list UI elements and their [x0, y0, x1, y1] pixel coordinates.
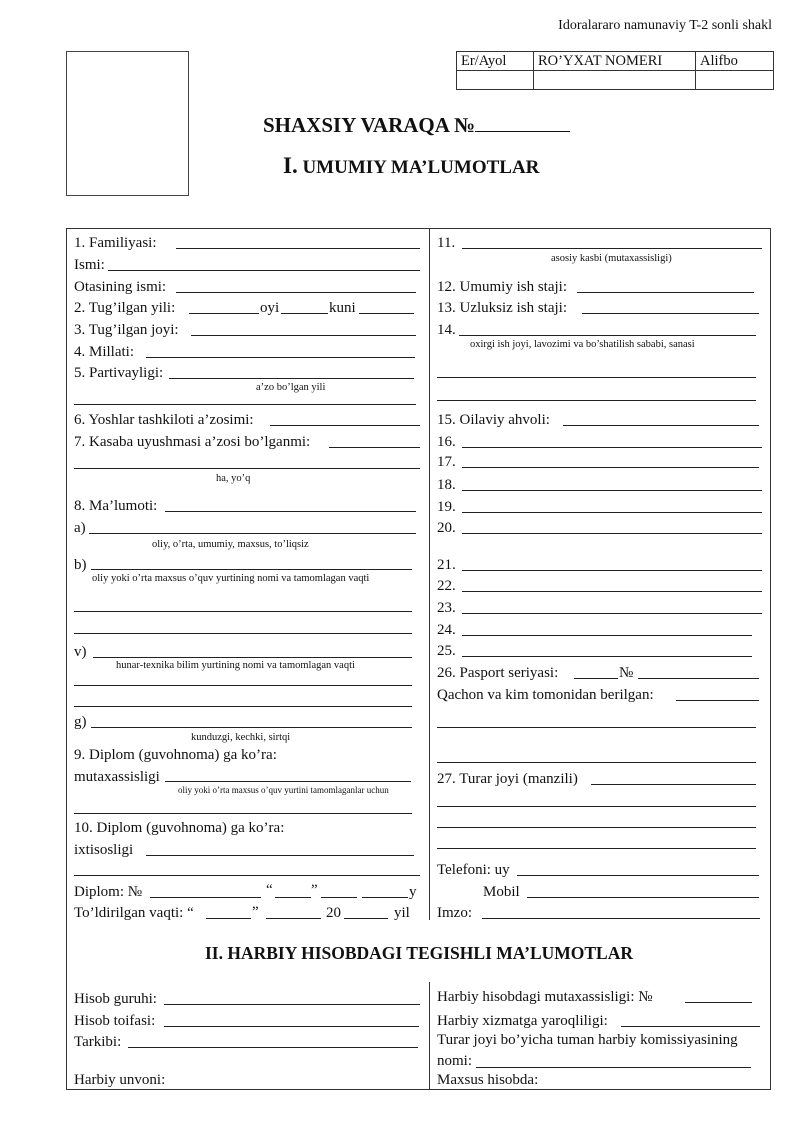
diploma-year-suffix: y	[409, 884, 417, 900]
registration-table	[456, 51, 774, 90]
item-19-label: 19.	[437, 499, 456, 515]
alphabet-header: Alifbo	[696, 52, 774, 71]
section2-title: II. HARBIY HISOBDAGI TEGISHLI MA’LUMOTLAR	[204, 943, 633, 963]
passport-number-label: №	[619, 665, 634, 681]
education-v-line-2[interactable]	[74, 685, 412, 686]
registration-number-header: RO’YXAT NOMERI	[534, 52, 696, 71]
item-11-line[interactable]	[462, 248, 762, 249]
party-line[interactable]	[169, 378, 414, 379]
speciality-label: mutaxassisligi	[74, 769, 160, 785]
diploma-number-label: Diplom: №	[74, 884, 143, 900]
item-11-caption: asosiy kasbi (mutaxassisligi)	[551, 253, 672, 264]
diploma-10-label: 10. Diplom (guvohnoma) ga ko’ra:	[74, 820, 285, 836]
address-line[interactable]	[591, 784, 756, 785]
gender-header: Er/Ayol	[457, 52, 534, 71]
composition-line[interactable]	[128, 1047, 418, 1048]
nationality-label: 4. Millati:	[74, 344, 134, 360]
union-line-2[interactable]	[74, 468, 420, 469]
item-17-line[interactable]	[462, 467, 759, 468]
passport-issued-line[interactable]	[676, 700, 759, 701]
education-v-label: v)	[74, 644, 87, 660]
item-22-label: 22.	[437, 578, 456, 594]
youth-org-line[interactable]	[270, 425, 420, 426]
patronymic-label: Otasining ismi:	[74, 279, 167, 295]
commission-label: Turar joyi bo’yicha tuman harbiy komissiyasining	[437, 1032, 738, 1048]
qualification-label: ixtisosligi	[74, 842, 134, 858]
composition-label: Tarkibi:	[74, 1034, 122, 1050]
photo-placeholder	[66, 51, 189, 196]
item-16-line[interactable]	[462, 447, 762, 448]
diploma-9-label: 9. Diplom (guvohnoma) ga ko’ra:	[74, 747, 277, 763]
education-v-line-3[interactable]	[74, 706, 412, 707]
marital-status-line[interactable]	[563, 425, 759, 426]
diploma-year-line[interactable]	[362, 897, 408, 898]
education-b-line-2[interactable]	[74, 611, 412, 612]
section1-title: I. UMUMIY MA’LUMOTLAR	[283, 153, 540, 178]
passport-number-line[interactable]	[638, 678, 759, 679]
alphabet-cell[interactable]	[696, 71, 774, 90]
filled-year-line[interactable]	[344, 918, 388, 919]
column-divider	[429, 228, 430, 920]
diploma-month-line[interactable]	[321, 897, 357, 898]
education-label: 8. Ma’lumoti:	[74, 498, 158, 514]
item-22-line[interactable]	[462, 591, 762, 592]
item-14-line[interactable]	[459, 335, 756, 336]
item-11-label: 11.	[437, 235, 456, 251]
title-number-blank[interactable]	[475, 111, 570, 132]
filled-day-line[interactable]	[206, 918, 251, 919]
qualification-line[interactable]	[146, 855, 414, 856]
mobile-phone-line[interactable]	[527, 897, 759, 898]
item-20-line[interactable]	[462, 533, 762, 534]
youth-org-label: 6. Yoshlar tashkiloti a’zosimi:	[74, 412, 254, 428]
item-14-line-3[interactable]	[437, 400, 756, 401]
education-a-caption: oliy, o’rta, umumiy, maxsus, to’liqsiz	[152, 539, 309, 550]
item-24-label: 24.	[437, 622, 456, 638]
column-divider-military	[429, 982, 430, 1090]
item-19-line[interactable]	[462, 512, 762, 513]
continuous-experience-label: 13. Uzluksiz ish staji:	[437, 300, 567, 316]
union-label: 7. Kasaba uyushmasi a’zosi bo’lganmi:	[74, 434, 311, 450]
filled-year-suffix: yil	[394, 905, 410, 921]
address-line-4[interactable]	[437, 848, 756, 849]
nationality-line[interactable]	[146, 357, 415, 358]
mobile-phone-label: Mobil	[483, 884, 520, 900]
total-experience-label: 12. Umumiy ish staji:	[437, 279, 568, 295]
party-caption: a’zo bo’lgan yili	[256, 382, 326, 393]
item-20-label: 20.	[437, 520, 456, 536]
diploma-number-line[interactable]	[150, 897, 261, 898]
item-23-label: 23.	[437, 600, 456, 616]
gender-cell[interactable]	[457, 71, 534, 90]
party-label: 5. Partivayligi:	[74, 365, 164, 381]
education-b-label: b)	[74, 557, 87, 573]
diploma-date-close-quote: ”	[311, 882, 318, 898]
birth-year-line[interactable]	[189, 313, 259, 314]
education-v-line[interactable]	[93, 657, 412, 658]
education-b-line[interactable]	[91, 569, 412, 570]
passport-issued-line-2[interactable]	[437, 727, 756, 728]
union-line[interactable]	[329, 447, 420, 448]
diploma-date-open-quote: “	[266, 882, 273, 898]
passport-issued-label: Qachon va kim tomonidan berilgan:	[437, 687, 654, 703]
home-phone-line[interactable]	[517, 875, 759, 876]
party-line-2[interactable]	[74, 404, 416, 405]
passport-series-line[interactable]	[574, 678, 618, 679]
item-25-line[interactable]	[462, 656, 752, 657]
item-21-line[interactable]	[462, 570, 762, 571]
education-a-label: a)	[74, 520, 86, 536]
item-23-line[interactable]	[462, 613, 762, 614]
military-speciality-line[interactable]	[685, 1002, 752, 1003]
filled-date-label: To’ldirilgan vaqti: “	[74, 905, 194, 921]
item-14-label: 14.	[437, 322, 456, 338]
education-g-line[interactable]	[91, 727, 412, 728]
name-label: Ismi:	[74, 257, 105, 273]
birth-month-label: oyi	[260, 300, 280, 316]
filled-year-prefix: 20	[326, 905, 341, 921]
speciality-line[interactable]	[165, 781, 411, 782]
signature-line[interactable]	[482, 918, 760, 919]
continuous-experience-line[interactable]	[582, 313, 759, 314]
item-17-label: 17.	[437, 454, 456, 470]
commission-name-label: nomi:	[437, 1053, 473, 1069]
name-line[interactable]	[108, 270, 420, 271]
special-account-label: Maxsus hisobda:	[437, 1072, 539, 1088]
union-caption: ha, yo’q	[216, 473, 251, 484]
passport-issued-line-3[interactable]	[437, 762, 756, 763]
total-experience-line[interactable]	[577, 292, 754, 293]
account-category-label: Hisob toifasi:	[74, 1013, 156, 1029]
marital-status-label: 15. Oilaviy ahvoli:	[437, 412, 550, 428]
item-14-line-2[interactable]	[437, 377, 756, 378]
address-line-3[interactable]	[437, 827, 756, 828]
education-b-caption: oliy yoki o’rta maxsus o’quv yurtining nomi va tamomlagan vaqti	[92, 573, 370, 584]
item-18-line[interactable]	[462, 490, 762, 491]
patronymic-line[interactable]	[176, 292, 416, 293]
address-label: 27. Turar joyi (manzili)	[437, 771, 578, 787]
registration-number-cell[interactable]	[534, 71, 696, 90]
filled-date-close-quote: ”	[252, 904, 259, 920]
birthplace-label: 3. Tug’ilgan joyi:	[74, 322, 179, 338]
item-18-label: 18.	[437, 477, 456, 493]
surname-label: 1. Familiyasi:	[74, 235, 157, 251]
education-v-caption: hunar-texnika bilim yurtining nomi va tamomlagan vaqti	[116, 660, 355, 671]
education-g-caption: kunduzgi, kechki, sirtqi	[191, 732, 291, 743]
military-speciality-label: Harbiy hisobdagi mutaxassisligi: №	[437, 989, 653, 1005]
fitness-line[interactable]	[621, 1026, 760, 1027]
item-16-label: 16.	[437, 434, 456, 450]
birthplace-line[interactable]	[191, 335, 416, 336]
account-group-line[interactable]	[164, 1004, 420, 1005]
military-rank-label: Harbiy unvoni:	[74, 1072, 166, 1088]
account-group-label: Hisob guruhi:	[74, 991, 157, 1007]
education-line[interactable]	[165, 511, 416, 512]
fitness-label: Harbiy xizmatga yaroqliligi:	[437, 1013, 608, 1029]
passport-series-label: 26. Pasport seriyasi:	[437, 665, 559, 681]
birth-year-label: 2. Tug’ilgan yili:	[74, 300, 176, 316]
speciality-line-2[interactable]	[74, 813, 412, 814]
item-25-label: 25.	[437, 643, 456, 659]
speciality-caption: oliy yoki o’rta maxsus o’quv yurtini tamomlaganlar uchun	[178, 785, 389, 795]
address-line-2[interactable]	[437, 806, 756, 807]
surname-line[interactable]	[176, 248, 420, 249]
filled-month-line[interactable]	[266, 918, 321, 919]
birth-day-line[interactable]	[359, 313, 414, 314]
item-14-caption: oxirgi ish joyi, lavozimi va bo’shatilish sababi, sanasi	[470, 339, 695, 350]
account-category-line[interactable]	[164, 1026, 419, 1027]
item-24-line[interactable]	[462, 635, 752, 636]
item-21-label: 21.	[437, 557, 456, 573]
birth-day-label: kuni	[329, 300, 356, 316]
home-phone-label: Telefoni: uy	[437, 862, 510, 878]
form-code: Idoralararo namunaviy T-2 sonli shakl	[558, 18, 772, 33]
education-a-line[interactable]	[89, 533, 416, 534]
education-b-line-3[interactable]	[74, 633, 412, 634]
signature-label: Imzo:	[437, 905, 472, 921]
diploma-day-line[interactable]	[275, 897, 311, 898]
birth-month-line[interactable]	[281, 313, 328, 314]
commission-name-line[interactable]	[476, 1067, 751, 1068]
education-g-label: g)	[74, 714, 87, 730]
qualification-line-2[interactable]	[74, 875, 420, 876]
page-title: SHAXSIY VARAQA №	[263, 111, 570, 138]
